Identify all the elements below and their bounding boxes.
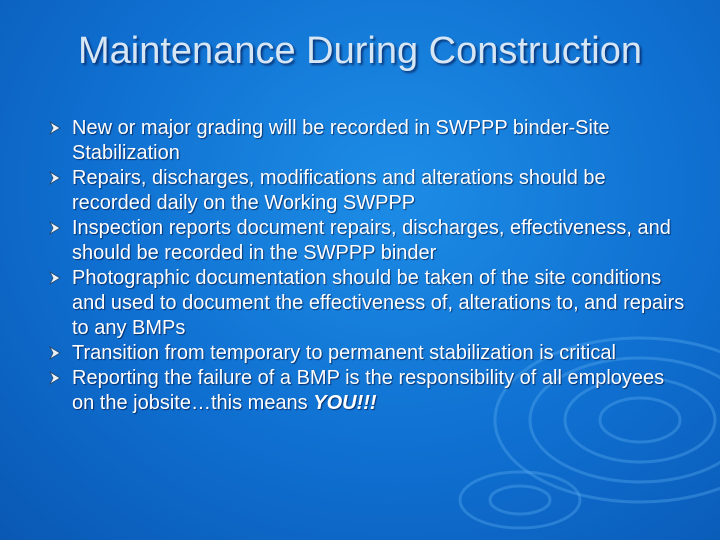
bullet-text: Transition from temporary to permanent stabilization is critical — [72, 342, 616, 364]
bullet-list — [48, 116, 688, 416]
bullet-item — [48, 266, 688, 341]
arrow-right-icon — [48, 171, 62, 185]
bullet-text: Photographic documentation should be taken of the site conditions and used to document the effectiveness of, alterations to, and repairs to any BMPs — [72, 267, 685, 339]
bullet-item — [48, 116, 688, 166]
bullet-text: Inspection reports document repairs, discharges, effectiveness, and should be recorded in the SWPPP binder — [72, 217, 671, 264]
bullet-item — [48, 166, 688, 216]
arrow-right-icon — [48, 271, 62, 285]
bullet-item — [48, 341, 688, 366]
arrow-right-icon — [48, 121, 62, 135]
arrow-right-icon — [48, 371, 62, 385]
arrow-right-icon — [48, 221, 62, 235]
arrow-right-icon — [48, 346, 62, 360]
slide-title: Maintenance During Construction — [78, 30, 642, 72]
bullet-text: Reporting the failure of a BMP is the responsibility of all employees on the jobsite…this means — [72, 367, 665, 414]
bullet-text: New or major grading will be recorded in SWPPP binder-Site Stabilization — [72, 117, 610, 164]
bullet-item — [48, 216, 688, 266]
emphasis-text: YOU!!! — [313, 392, 377, 414]
bullet-item — [48, 366, 688, 416]
bullet-text: Repairs, discharges, modifications and alterations should be recorded daily on the Working SWPPP — [72, 167, 606, 214]
